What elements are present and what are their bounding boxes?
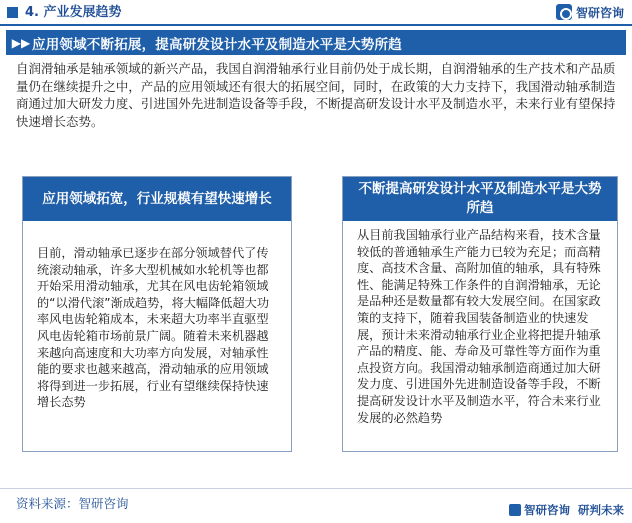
header-divider bbox=[0, 24, 632, 26]
card-rd-manufacturing bbox=[342, 176, 618, 452]
brand-logo bbox=[556, 3, 624, 21]
card-body: 从目前我国轴承行业产品结构来看，技术含量较低的普通轴承生产能力已较为充足；而高精度、高技术含量、高附加值的轴承，具有特殊性、能满足特殊工作条件的自润滑轴承，无论是品种还是数量都有较大发展空间。在国家政策的支持下，随着我国装备制造业的快速发展，预计未来滑动轴承行业企业将把提升轴承产品的精度、能、寿命及可靠性等方面作为重点投资方向。我国滑动轴承制造商通过加大研发力度、引进国外先进制造设备等手段，不断提高研发设计水平及制造水平，符合未来行业发展的必然趋势 bbox=[357, 228, 601, 425]
footer-brand-mark-icon bbox=[509, 504, 521, 516]
double-chevron-icon: ▶▶ bbox=[11, 35, 31, 50]
brand-mark-icon bbox=[556, 4, 572, 20]
footer-brand-slogan: 研判未来 bbox=[578, 503, 624, 517]
card-body: 目前，滑动轴承已逐步在部分领域替代了传统滚动轴承，许多大型机械如水轮机等也都开始采用滑动轴承，尤其在风电齿轮箱领域的“以滑代滚”渐成趋势，将大幅降低超大功率风电齿轮箱成本，未来超大功率半直驱型风电齿轮箱市场前景广阔。随着未来机器越来越向高速度和大功率方向发展，对轴承性能的要求也越来越高，滑动轴承的应用领域将得到进一步拓展，行业有望继续保持快速增长态势 bbox=[37, 246, 270, 410]
source-note: 资料来源：智研咨询 bbox=[16, 496, 129, 511]
headline-text: 应用领域不断拓展，提高研发设计水平及制造水平是大势所趋 bbox=[32, 36, 402, 53]
card-title: 应用领域拓宽，行业规模有望快速增长 bbox=[23, 177, 291, 221]
card-application-expansion bbox=[22, 176, 292, 452]
card-title: 不断提高研发设计水平及制造水平是大势所趋 bbox=[343, 177, 617, 221]
top-header bbox=[0, 0, 632, 30]
brand-name: 智研咨询 bbox=[575, 5, 624, 20]
footer-brand bbox=[509, 502, 624, 518]
headline-banner bbox=[6, 30, 626, 55]
intro-paragraph: 自润滑轴承是轴承领域的新兴产品，我国自润滑轴承行业目前仍处于成长期，自润滑轴承的生产技术和产品质量仍在继续提升之中，产品的应用领域还有很大的拓展空间，同时，在政策的大力支持下，我国滑动轴承制造商通过加大研发力度、引进国外先进制造设备等手段，不断提高研发设计水平及制造水平，未来行业有望保持快速增长态势。 bbox=[16, 61, 616, 129]
section-marker-icon bbox=[7, 7, 18, 18]
section-title: 4. 产业发展趋势 bbox=[25, 5, 122, 20]
footer-divider bbox=[0, 488, 632, 489]
footer-brand-name: 智研咨询 bbox=[524, 503, 570, 517]
